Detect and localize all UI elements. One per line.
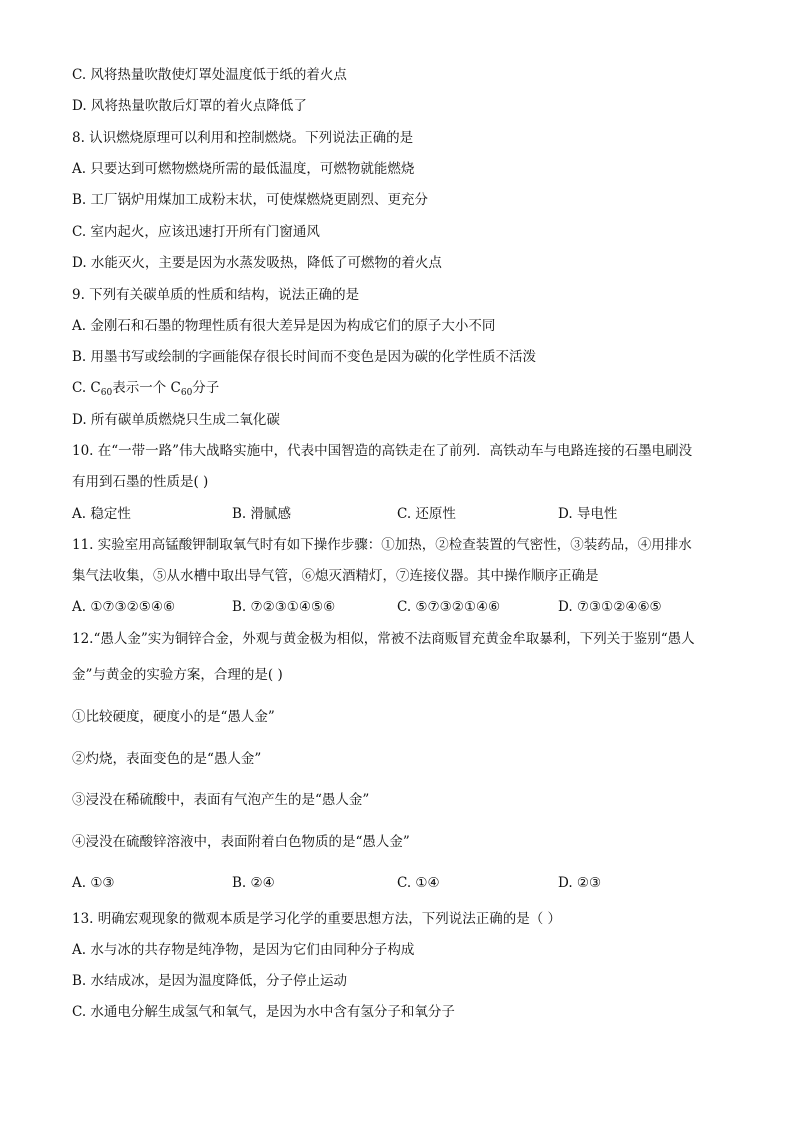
q7-option-c: C. 风将热量吹散使灯罩处温度低于纸的着火点: [72, 67, 347, 83]
q9-c-suffix: 分子: [192, 380, 220, 396]
q11-option-d: D. ⑦③①②④⑥⑤: [558, 599, 662, 615]
q12-option-a: A. ①③: [72, 875, 115, 891]
q9-c-subscript-1: 60: [100, 388, 113, 398]
q8-option-c: C. 室内起火，应该迅速打开所有门窗通风: [72, 224, 320, 240]
q10-option-c: C. 还原性: [397, 506, 456, 522]
q9-option-b: B. 用墨书写或绘制的字画能保存很长时间而不变色是因为碳的化学性质不活泼: [72, 349, 537, 365]
q12-option-c: C. ①④: [397, 875, 440, 891]
q12-option-d: D. ②③: [558, 875, 602, 891]
q13-option-b: B. 水结成冰，是因为温度降低，分子停止运动: [72, 973, 348, 989]
q12-statement-2: ②灼烧，表面变色的是“愚人金”: [72, 751, 262, 767]
q11-stem-line2: 集气法收集，⑤从水槽中取出导气管，⑥熄灭酒精灯，⑦连接仪器。其中操作顺序正确是: [72, 568, 599, 584]
q8-option-b: B. 工厂锅炉用煤加工成粉末状，可使煤燃烧更剧烈、更充分: [72, 192, 429, 208]
q12-statement-1: ①比较硬度，硬度小的是“愚人金”: [72, 709, 275, 725]
q9-option-a: A. 金刚石和石墨的物理性质有很大差异是因为构成它们的原子大小不同: [72, 318, 496, 334]
q12-stem-line2: 金”与黄金的实验方案，合理的是( ): [72, 667, 283, 683]
q8-option-d: D. 水能灭火，主要是因为水蒸发吸热，降低了可燃物的着火点: [72, 255, 442, 271]
q13-option-c: C. 水通电分解生成氢气和氧气，是因为水中含有氢分子和氧分子: [72, 1004, 455, 1020]
q11-option-c: C. ⑤⑦③②①④⑥: [397, 599, 501, 615]
q9-option-c: [72, 379, 219, 402]
q10-stem-line1: 10. 在“一带一路”伟大战略实施中，代表中国智造的高铁走在了前列．高铁动车与电路连接的石墨电刷没: [72, 443, 693, 459]
q13-option-a: A. 水与冰的共存物是纯净物，是因为它们由同种分子构成: [72, 942, 415, 958]
q11-option-a: A. ①⑦③②⑤④⑥: [72, 599, 176, 615]
q7-option-d: D. 风将热量吹散后灯罩的着火点降低了: [72, 98, 307, 114]
q9-option-d: D. 所有碳单质燃烧只生成二氧化碳: [72, 412, 280, 428]
q9-c-middle: 表示一个 C: [112, 380, 181, 396]
q12-statement-4: ④浸没在硫酸锌溶液中，表面附着白色物质的是“愚人金”: [72, 834, 410, 850]
q10-stem-line2: 有用到石墨的性质是( ): [72, 474, 209, 490]
q13-stem: 13. 明确宏观现象的微观本质是学习化学的重要思想方法，下列说法正确的是（ ）: [72, 911, 562, 927]
q12-statement-3: ③浸没在稀硫酸中，表面有气泡产生的是“愚人金”: [72, 792, 370, 808]
q9-c-subscript-2: 60: [180, 388, 193, 398]
q8-stem: 8. 认识燃烧原理可以利用和控制燃烧。下列说法正确的是: [72, 130, 414, 146]
q12-stem-line1: 12.“愚人金”实为铜锌合金，外观与黄金极为相似，常被不法商贩冒充黄金牟取暴利，下列关于鉴别“愚人: [72, 631, 695, 647]
q9-c-prefix: C. C: [72, 380, 101, 396]
q8-option-a: A. 只要达到可燃物燃烧所需的最低温度，可燃物就能燃烧: [72, 161, 415, 177]
q10-option-b: B. 滑腻感: [232, 506, 292, 522]
q10-option-a: A. 稳定性: [72, 506, 131, 522]
q10-option-d: D. 导电性: [558, 506, 618, 522]
q9-stem: 9. 下列有关碳单质的性质和结构，说法正确的是: [72, 287, 360, 303]
q12-option-b: B. ②④: [232, 875, 275, 891]
q11-stem-line1: 11. 实验室用高锰酸钾制取氧气时有如下操作步骤：①加热，②检查装置的气密性，③装药品，④用排水: [72, 537, 692, 553]
q11-option-b: B. ⑦②③①④⑤⑥: [232, 599, 336, 615]
